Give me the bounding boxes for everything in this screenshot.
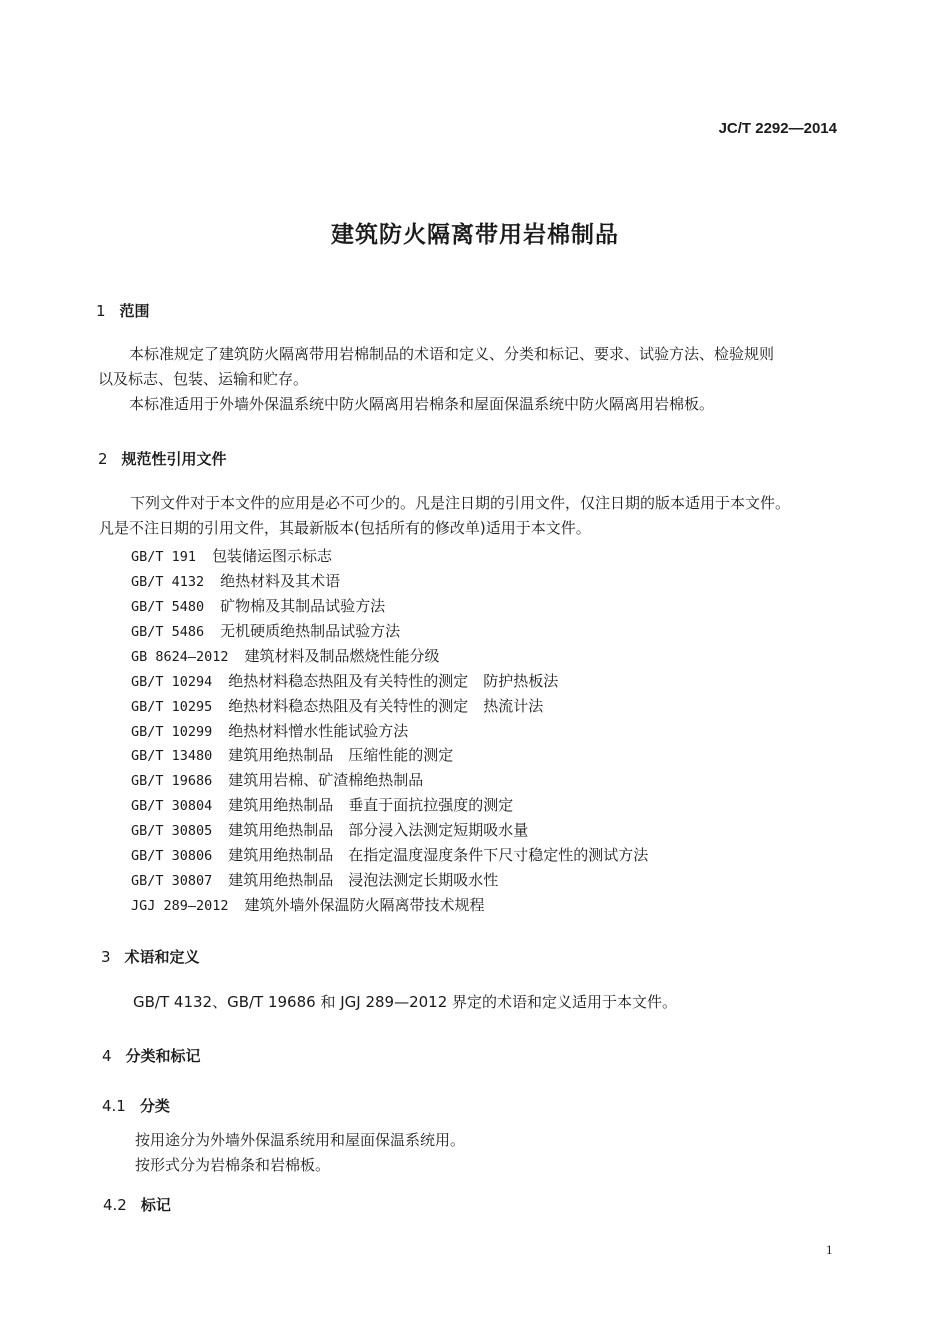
section-title: 术语和定义 [124,948,200,966]
reference-item [131,720,408,741]
reference-code: GB 8624—2012 [131,649,229,665]
section-number: 4 [102,1047,112,1065]
reference-title: 绝热材料及其术语 [220,572,341,590]
paragraph: 凡是不注日期的引用文件，其最新版本(包括所有的修改单)适用于本文件。 [99,519,591,537]
paragraph: 下列文件对于本文件的应用是必不可少的。凡是注日期的引用文件，仅注日期的版本适用于本文件。 [130,494,791,512]
reference-code: JGJ 289—2012 [131,898,229,914]
reference-code: GB/T 191 [131,549,197,565]
section-title: 分类和标记 [125,1047,201,1065]
paragraph: GB/T 4132、GB/T 19686 和 JGJ 289—2012 界定的术语和定义适用于本文件。 [133,993,678,1011]
reference-title: 建筑用岩棉、矿渣棉绝热制品 [228,771,424,789]
page-number: 1 [826,1242,833,1257]
reference-code: GB/T 5480 [131,599,205,615]
paragraph: 本标准规定了建筑防火隔离带用岩棉制品的术语和定义、分类和标记、要求、试验方法、检验规则 [129,345,775,363]
subsection-4-1-heading [102,1095,170,1116]
reference-item [131,744,453,765]
section-title: 范围 [119,302,150,320]
reference-title: 绝热材料憎水性能试验方法 [228,722,409,740]
section-4-heading [102,1045,201,1066]
subsection-4-2-heading [103,1194,171,1215]
reference-title: 包装储运图示标志 [212,547,333,565]
reference-code: GB/T 30804 [131,798,213,814]
reference-title: 建筑材料及制品燃烧性能分级 [244,647,440,665]
reference-item [131,670,558,691]
reference-item [131,570,340,591]
reference-item [131,595,385,616]
reference-item [131,620,400,641]
reference-title: 矿物棉及其制品试验方法 [220,597,386,615]
reference-title: 建筑用绝热制品 垂直于面抗拉强度的测定 [228,796,514,814]
section-title: 规范性引用文件 [121,450,227,468]
reference-title: 建筑用绝热制品 在指定温度湿度条件下尺寸稳定性的测试方法 [228,846,649,864]
reference-code: GB/T 4132 [131,574,205,590]
reference-title: 绝热材料稳态热阻及有关特性的测定 热流计法 [228,697,544,715]
reference-code: GB/T 13480 [131,748,213,764]
reference-item [131,769,423,790]
reference-item [131,844,648,865]
reference-code: GB/T 30805 [131,823,213,839]
section-2-heading [98,448,227,469]
reference-code: GB/T 10295 [131,699,213,715]
document-title: 建筑防火隔离带用岩棉制品 [331,222,619,248]
reference-title: 无机硬质绝热制品试验方法 [220,622,401,640]
reference-code: GB/T 10299 [131,724,213,740]
standard-code: JC/T 2292—2014 [718,120,837,137]
reference-item [131,695,543,716]
section-title: 标记 [140,1196,171,1214]
reference-title: 建筑用绝热制品 压缩性能的测定 [228,746,454,764]
reference-code: GB/T 30807 [131,873,213,889]
section-number: 4.2 [103,1196,127,1214]
reference-item [131,794,513,815]
reference-title: 建筑用绝热制品 浸泡法测定长期吸水性 [228,871,499,889]
reference-item [131,869,498,890]
section-3-heading [101,946,200,967]
paragraph: 按用途分为外墙外保温系统用和屋面保温系统用。 [135,1131,466,1149]
section-number: 3 [101,948,111,966]
reference-title: 建筑外墙外保温防火隔离带技术规程 [244,896,485,914]
reference-item [131,894,485,915]
reference-title: 绝热材料稳态热阻及有关特性的测定 防护热板法 [228,672,559,690]
paragraph: 本标准适用于外墙外保温系统中防火隔离用岩棉条和屋面保温系统中防火隔离用岩棉板。 [129,395,715,413]
section-1-heading [96,300,150,321]
section-number: 4.1 [102,1097,126,1115]
reference-item [131,819,528,840]
paragraph: 按形式分为岩棉条和岩棉板。 [135,1156,331,1174]
reference-code: GB/T 30806 [131,848,213,864]
reference-title: 建筑用绝热制品 部分浸入法测定短期吸水量 [228,821,529,839]
reference-code: GB/T 19686 [131,773,213,789]
reference-item [131,645,440,666]
section-number: 2 [98,450,108,468]
reference-code: GB/T 10294 [131,674,213,690]
reference-item [131,545,332,566]
section-number: 1 [96,302,106,320]
paragraph: 以及标志、包装、运输和贮存。 [98,370,309,388]
section-title: 分类 [139,1097,170,1115]
reference-code: GB/T 5486 [131,624,205,640]
